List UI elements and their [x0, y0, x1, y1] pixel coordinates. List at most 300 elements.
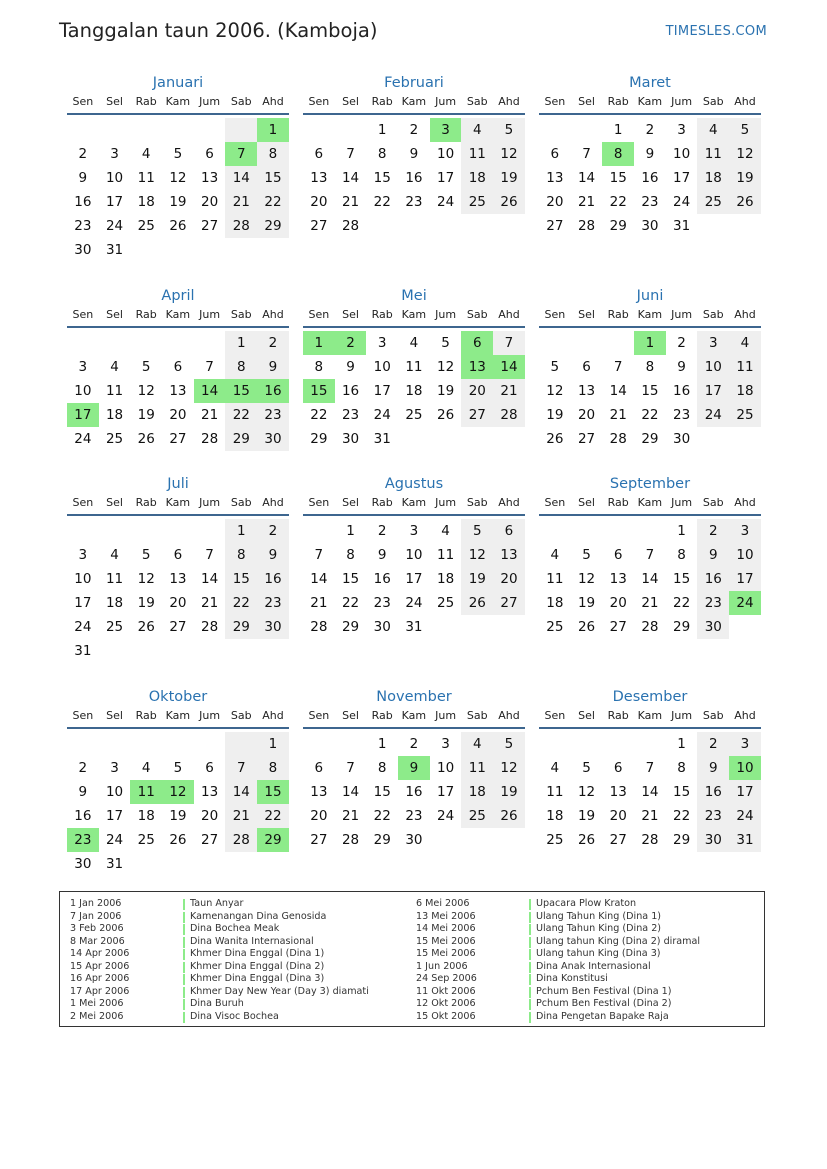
empty-cell	[571, 519, 603, 543]
day-cell: 13	[201, 170, 219, 186]
day-cell: 22	[641, 407, 659, 423]
holiday-marker	[183, 974, 185, 985]
day-cell: 11	[105, 383, 124, 399]
day-cell: 4	[141, 760, 151, 776]
day-cell: 6	[173, 359, 183, 375]
legend-date: 14 Mei 2006	[416, 923, 476, 934]
month-name: November	[376, 689, 452, 705]
holiday-marker	[183, 937, 185, 948]
day-cell: 16	[373, 571, 391, 587]
day-cell: 8	[257, 142, 289, 166]
holiday-marker	[183, 899, 185, 910]
weekday-label: Kam	[637, 496, 663, 509]
empty-cell	[602, 732, 634, 756]
weekday-label: Rab	[135, 496, 157, 509]
day-cell: 7	[645, 760, 655, 776]
day-cell: 17	[105, 808, 124, 824]
day-cell: 29	[257, 214, 289, 238]
day-cell: 6	[613, 547, 623, 563]
day-cell: 3	[78, 547, 88, 563]
empty-cell	[539, 732, 571, 756]
day-cell: 1	[677, 523, 686, 539]
day-cell: 14	[225, 166, 257, 190]
day-cell: 2	[257, 331, 289, 355]
weekday-label: Sab	[702, 95, 724, 108]
empty-cell	[130, 118, 162, 142]
day-cell: 23	[697, 804, 729, 828]
day-cell: 6	[173, 547, 183, 563]
day-cell: 27	[169, 431, 187, 447]
day-cell: 12	[577, 571, 596, 587]
day-cell: 30	[641, 218, 659, 234]
legend-row	[416, 961, 700, 974]
day-cell: 3	[78, 359, 88, 375]
day-cell: 28	[310, 619, 328, 635]
day-cell: 8	[225, 355, 257, 379]
day-cell: 26	[546, 431, 564, 447]
day-cell: 6	[582, 359, 591, 375]
weekday-header	[539, 708, 761, 729]
legend-date: 24 Sep 2006	[416, 973, 477, 984]
legend-holiday-name: Khmer Day New Year (Day 3) diamati	[190, 985, 369, 997]
weekday-label: Rab	[371, 496, 393, 509]
day-grid	[67, 519, 289, 663]
month-name: April	[161, 288, 195, 304]
month-april	[67, 285, 289, 451]
day-cell: 7	[346, 760, 355, 776]
day-cell: 29	[310, 431, 328, 447]
day-cell: 16	[74, 808, 92, 824]
legend-date: 15 Mei 2006	[416, 948, 476, 959]
day-cell: 4	[141, 146, 151, 162]
holiday-day: 12	[162, 780, 194, 804]
weekday-label: Sab	[466, 308, 488, 321]
day-cell: 13	[609, 571, 627, 587]
day-cell: 22	[373, 194, 391, 210]
day-cell: 26	[493, 190, 525, 214]
holiday-day: 9	[398, 756, 430, 780]
month-name: Desember	[612, 689, 688, 705]
legend-row	[416, 948, 700, 961]
month-januari	[67, 72, 289, 262]
day-cell: 28	[201, 619, 219, 635]
day-cell: 30	[341, 431, 360, 447]
day-cell: 12	[437, 359, 455, 375]
day-grid	[67, 331, 289, 451]
day-cell: 23	[373, 595, 391, 611]
day-cell: 3	[729, 732, 761, 756]
weekday-label: Sen	[308, 95, 330, 108]
empty-cell	[602, 519, 634, 543]
weekday-label: Sen	[72, 308, 94, 321]
month-mei	[303, 285, 525, 451]
day-cell: 15	[673, 571, 691, 587]
month-name: Mei	[401, 288, 427, 304]
weekday-label: Kam	[165, 95, 191, 108]
day-cell: 10	[437, 760, 455, 776]
day-cell: 13	[546, 170, 564, 186]
day-cell: 24	[405, 595, 423, 611]
day-cell: 15	[673, 784, 691, 800]
day-cell: 20	[201, 808, 219, 824]
day-cell: 27	[609, 619, 627, 635]
day-cell: 2	[78, 146, 88, 162]
day-cell: 5	[461, 519, 493, 543]
holiday-marker	[183, 1012, 185, 1023]
day-cell: 27	[493, 591, 525, 615]
month-juni	[539, 285, 761, 451]
day-cell: 13	[169, 383, 187, 399]
day-cell: 19	[437, 383, 455, 399]
day-cell: 23	[641, 194, 659, 210]
day-cell: 26	[169, 218, 187, 234]
day-cell: 27	[310, 218, 328, 234]
legend-row	[416, 923, 700, 936]
day-cell: 9	[78, 170, 88, 186]
day-cell: 31	[74, 643, 92, 659]
day-cell: 26	[137, 431, 155, 447]
day-cell: 5	[173, 146, 183, 162]
brand-link[interactable]: TIMESLES.COM	[665, 24, 767, 39]
day-cell: 16	[405, 784, 423, 800]
day-cell: 4	[461, 732, 493, 756]
day-cell: 28	[341, 218, 360, 234]
legend-row	[416, 986, 700, 999]
day-cell: 7	[645, 547, 655, 563]
day-cell: 6	[314, 760, 324, 776]
day-cell: 9	[346, 359, 355, 375]
weekday-label: Jum	[435, 308, 457, 321]
day-cell: 29	[609, 218, 627, 234]
legend-date: 6 Mei 2006	[416, 898, 470, 909]
day-cell: 9	[697, 756, 729, 780]
day-cell: 12	[137, 571, 155, 587]
weekday-label: Sen	[308, 496, 330, 509]
empty-cell	[130, 331, 162, 355]
empty-cell	[99, 519, 131, 543]
holiday-marker	[529, 974, 531, 985]
day-cell: 25	[697, 190, 729, 214]
empty-cell	[194, 331, 226, 355]
day-cell: 4	[441, 523, 450, 539]
weekday-label: Sel	[578, 308, 595, 321]
day-cell: 29	[341, 619, 360, 635]
empty-cell	[225, 732, 257, 756]
weekday-label: Sab	[230, 308, 252, 321]
weekday-label: Kam	[165, 709, 191, 722]
day-cell: 20	[310, 808, 328, 824]
legend-holiday-name: Dina Wanita Internasional	[190, 935, 314, 947]
month-name: Juni	[636, 288, 664, 304]
day-cell: 10	[74, 571, 92, 587]
day-cell: 14	[225, 780, 257, 804]
holiday-marker	[183, 912, 185, 923]
day-cell: 9	[257, 543, 289, 567]
day-cell: 8	[225, 543, 257, 567]
day-cell: 19	[169, 808, 187, 824]
day-cell: 21	[310, 595, 328, 611]
legend-row	[70, 961, 369, 974]
day-cell: 16	[405, 170, 423, 186]
day-cell: 10	[405, 547, 423, 563]
weekday-label: Sen	[308, 709, 330, 722]
day-cell: 25	[546, 832, 564, 848]
day-cell: 8	[314, 359, 324, 375]
empty-cell	[335, 118, 367, 142]
day-cell: 22	[373, 808, 391, 824]
legend-row	[416, 1011, 700, 1024]
day-cell: 13	[310, 170, 328, 186]
empty-cell	[162, 331, 194, 355]
day-cell: 20	[201, 194, 219, 210]
legend-row	[70, 898, 369, 911]
weekday-label: Sen	[72, 709, 94, 722]
day-cell: 21	[201, 595, 219, 611]
day-cell: 12	[137, 383, 155, 399]
holiday-day: 1	[303, 331, 335, 355]
day-cell: 15	[341, 571, 360, 587]
day-cell: 28	[609, 431, 627, 447]
legend-date: 1 Jan 2006	[70, 898, 122, 909]
day-cell: 24	[373, 407, 391, 423]
day-grid	[67, 118, 289, 262]
weekday-label: Sab	[466, 709, 488, 722]
day-cell: 26	[437, 407, 455, 423]
day-cell: 12	[461, 543, 493, 567]
day-cell: 29	[373, 832, 391, 848]
legend-date: 12 Okt 2006	[416, 998, 476, 1009]
day-cell: 2	[677, 335, 686, 351]
weekday-label: Kam	[637, 308, 663, 321]
day-cell: 30	[74, 242, 92, 258]
day-cell: 29	[673, 619, 691, 635]
legend-column-right	[416, 898, 700, 1023]
day-cell: 24	[105, 832, 124, 848]
day-cell: 28	[641, 832, 659, 848]
day-cell: 17	[105, 194, 124, 210]
day-cell: 18	[405, 383, 423, 399]
day-cell: 17	[673, 170, 691, 186]
day-cell: 17	[437, 170, 455, 186]
day-cell: 2	[697, 519, 729, 543]
day-cell: 24	[74, 619, 92, 635]
holiday-day: 17	[67, 403, 99, 427]
day-cell: 21	[225, 190, 257, 214]
day-cell: 29	[673, 832, 691, 848]
day-cell: 18	[461, 166, 493, 190]
legend-holiday-name: Ulang tahun King (Dina 3)	[536, 948, 661, 959]
weekday-label: Sel	[578, 709, 595, 722]
legend-date: 1 Mei 2006	[70, 998, 124, 1009]
weekday-label: Ahd	[498, 709, 520, 722]
weekday-label: Rab	[371, 709, 393, 722]
holiday-marker	[529, 999, 531, 1010]
legend-date: 14 Apr 2006	[70, 948, 130, 959]
holiday-day: 10	[729, 756, 761, 780]
holiday-day: 11	[130, 780, 162, 804]
day-cell: 1	[377, 736, 387, 752]
day-cell: 14	[201, 571, 219, 587]
day-cell: 22	[609, 194, 627, 210]
legend-row	[70, 948, 369, 961]
day-cell: 7	[314, 547, 324, 563]
day-cell: 11	[137, 170, 155, 186]
weekday-label: Kam	[637, 95, 663, 108]
weekday-label: Rab	[607, 95, 629, 108]
legend-holiday-name: Khmer Dina Enggal (Dina 3)	[190, 973, 325, 984]
day-cell: 30	[373, 619, 391, 635]
weekday-label: Ahd	[734, 308, 756, 321]
day-cell: 9	[697, 543, 729, 567]
weekday-label: Jum	[199, 308, 221, 321]
day-cell: 5	[582, 760, 591, 776]
empty-cell	[571, 118, 603, 142]
weekday-label: Sen	[544, 95, 566, 108]
day-cell: 7	[582, 146, 591, 162]
day-cell: 18	[461, 780, 493, 804]
day-cell: 10	[697, 355, 729, 379]
month-agustus	[303, 473, 525, 639]
month-name: Agustus	[384, 476, 444, 492]
day-cell: 19	[729, 166, 761, 190]
weekday-header	[67, 307, 289, 328]
day-cell: 16	[257, 567, 289, 591]
month-name: Januari	[152, 75, 204, 91]
weekday-label: Sel	[578, 496, 595, 509]
legend-row	[416, 911, 700, 924]
day-cell: 21	[641, 595, 659, 611]
day-cell: 10	[74, 383, 92, 399]
legend-holiday-name: Taun Anyar	[190, 898, 244, 909]
day-cell: 2	[257, 519, 289, 543]
day-cell: 20	[310, 194, 328, 210]
day-cell: 13	[609, 784, 627, 800]
day-cell: 28	[201, 431, 219, 447]
holiday-marker	[529, 912, 531, 923]
day-grid	[67, 732, 289, 876]
day-cell: 10	[729, 543, 761, 567]
weekday-label: Sab	[230, 496, 252, 509]
day-cell: 2	[409, 122, 419, 138]
weekday-header	[303, 94, 525, 115]
empty-cell	[335, 732, 367, 756]
day-cell: 29	[225, 615, 257, 639]
day-cell: 4	[110, 359, 119, 375]
empty-cell	[162, 732, 194, 756]
day-cell: 21	[341, 808, 360, 824]
day-cell: 7	[225, 756, 257, 780]
day-cell: 25	[105, 431, 124, 447]
day-cell: 21	[341, 194, 360, 210]
day-cell: 8	[346, 547, 355, 563]
day-cell: 2	[645, 122, 655, 138]
day-cell: 5	[441, 335, 450, 351]
day-cell: 25	[729, 403, 761, 427]
day-cell: 11	[729, 355, 761, 379]
day-cell: 8	[257, 756, 289, 780]
day-cell: 14	[641, 571, 659, 587]
day-cell: 17	[729, 780, 761, 804]
day-cell: 17	[373, 383, 391, 399]
day-cell: 21	[225, 804, 257, 828]
empty-cell	[67, 519, 99, 543]
day-cell: 12	[169, 170, 187, 186]
weekday-header	[303, 708, 525, 729]
day-cell: 1	[677, 736, 686, 752]
day-grid	[539, 331, 761, 451]
day-cell: 18	[437, 571, 455, 587]
day-cell: 20	[609, 595, 627, 611]
day-cell: 27	[609, 832, 627, 848]
weekday-label: Sab	[702, 308, 724, 321]
weekday-label: Ahd	[498, 496, 520, 509]
day-cell: 25	[137, 832, 155, 848]
day-cell: 15	[373, 170, 391, 186]
month-maret	[539, 72, 761, 238]
day-grid	[303, 331, 525, 451]
day-cell: 12	[493, 756, 525, 780]
day-cell: 27	[546, 218, 564, 234]
day-cell: 18	[137, 808, 155, 824]
day-cell: 9	[377, 547, 387, 563]
weekday-label: Jum	[199, 709, 221, 722]
holiday-day: 29	[257, 828, 289, 852]
empty-cell	[99, 118, 131, 142]
day-cell: 21	[493, 379, 525, 403]
weekday-header	[303, 307, 525, 328]
day-cell: 30	[74, 856, 92, 872]
legend-holiday-name: Khmer Dina Enggal (Dina 2)	[190, 960, 325, 972]
day-cell: 27	[461, 403, 493, 427]
day-cell: 2	[697, 732, 729, 756]
day-cell: 1	[346, 523, 355, 539]
weekday-label: Sen	[544, 709, 566, 722]
day-cell: 15	[609, 170, 627, 186]
holiday-day: 2	[335, 331, 367, 355]
holiday-legend	[59, 891, 765, 1027]
day-cell: 22	[257, 804, 289, 828]
day-cell: 16	[341, 383, 360, 399]
day-cell: 31	[405, 619, 423, 635]
day-cell: 23	[341, 407, 360, 423]
weekday-label: Kam	[165, 496, 191, 509]
empty-cell	[67, 118, 99, 142]
legend-row	[70, 986, 369, 999]
day-cell: 28	[225, 214, 257, 238]
weekday-header	[539, 307, 761, 328]
day-cell: 25	[405, 407, 423, 423]
holiday-day: 15	[257, 780, 289, 804]
empty-cell	[194, 519, 226, 543]
day-grid	[539, 519, 761, 639]
day-cell: 27	[201, 218, 219, 234]
weekday-label: Sel	[342, 308, 359, 321]
day-cell: 27	[577, 431, 596, 447]
day-grid	[303, 118, 525, 238]
legend-row	[70, 936, 369, 949]
day-cell: 26	[493, 804, 525, 828]
day-cell: 17	[74, 595, 92, 611]
holiday-day: 1	[257, 118, 289, 142]
weekday-label: Jum	[671, 95, 693, 108]
day-cell: 24	[697, 403, 729, 427]
weekday-header	[303, 495, 525, 516]
weekday-label: Rab	[371, 95, 393, 108]
day-cell: 5	[729, 118, 761, 142]
legend-date: 15 Okt 2006	[416, 1010, 476, 1022]
weekday-label: Ahd	[262, 95, 284, 108]
holiday-marker	[183, 999, 185, 1010]
